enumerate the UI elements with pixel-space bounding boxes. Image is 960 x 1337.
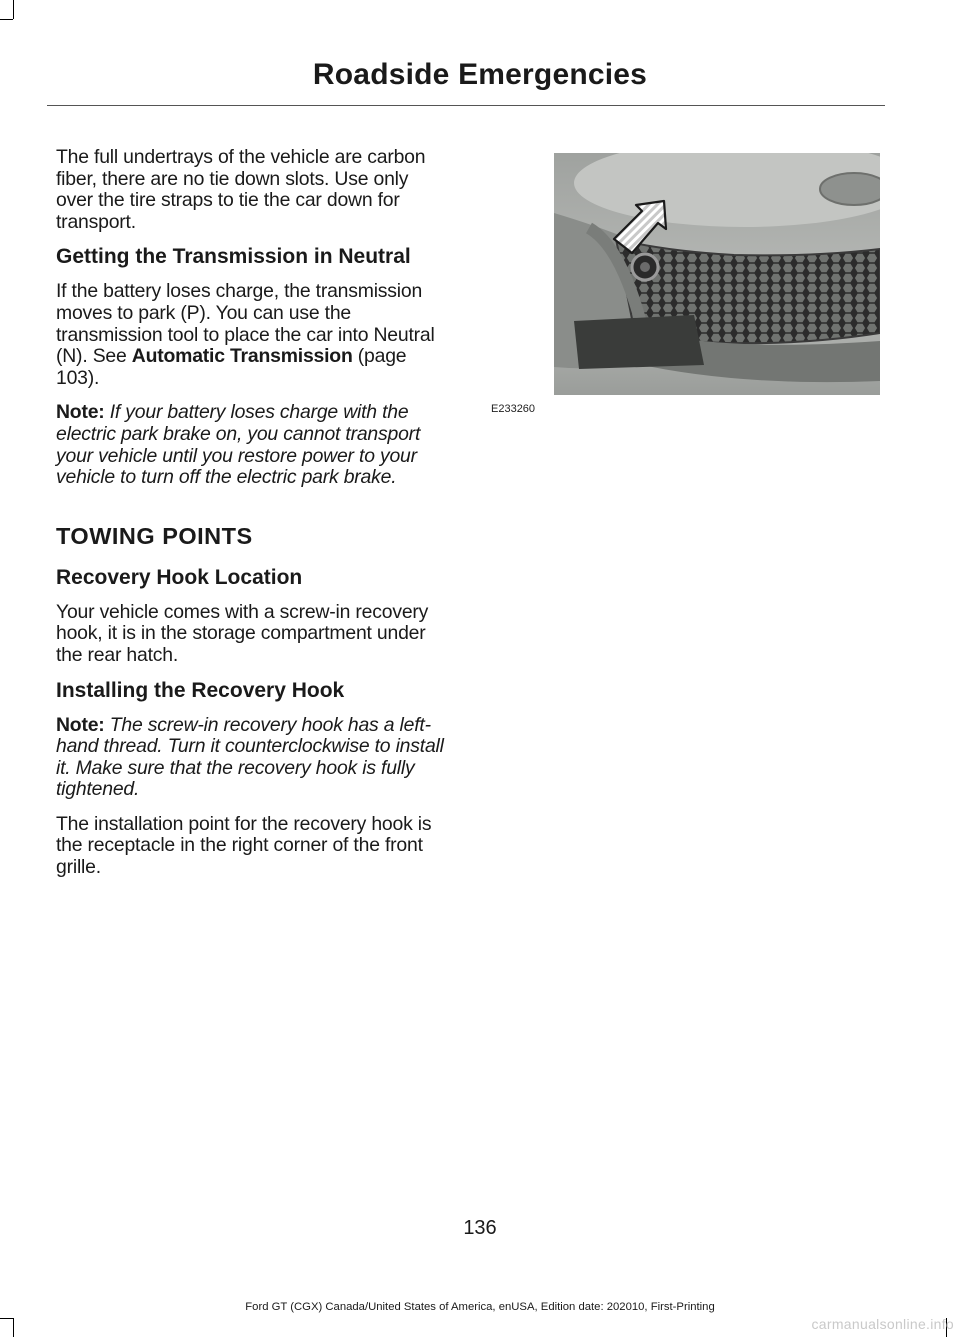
crop-mark [13,1318,14,1337]
crop-mark [0,19,13,20]
note-thread [56,715,448,801]
hook-location-heading: Recovery Hook Location [56,565,303,589]
header-divider [47,105,885,106]
crop-mark [0,1318,13,1319]
page-number: 136 [463,1217,497,1239]
installing-heading: Installing the Recovery Hook [56,678,345,702]
note-battery [56,402,448,488]
note-text: The screw-in recovery hook has a left-hand thread. Turn it counterclockwise to install it. Make sure that the recovery hook is fully tightened. [56,713,444,801]
note-label: Note: [56,401,105,424]
left-column [56,147,448,892]
front-grille-illustration [554,153,880,395]
note-label: Note: [56,713,105,736]
neutral-text: If the battery loses charge, the transmission moves to park (P). You can use the transmission tool to place the car into Neutral (N). See [56,280,435,368]
hook-location-paragraph: Your vehicle comes with a screw-in recovery hook, it is in the storage compartment under the rear hatch. [56,600,429,666]
neutral-heading: Getting the Transmission in Neutral [56,245,411,269]
note-text: If your battery loses charge with the electric park brake on, you cannot transport your vehicle until you restore power to your vehicle to turn off the electric park brake. [56,401,421,489]
watermark: carmanualsonline.info [811,1316,954,1332]
edition-footer: Ford GT (CGX) Canada/United States of America, enUSA, Edition date: 202010, First-Printing [245,1301,715,1313]
neutral-paragraph [56,281,448,389]
page-title: Roadside Emergencies [312,58,648,91]
automatic-transmission-link[interactable]: Automatic Transmission [131,345,353,368]
page-reference: (page 103). [56,345,407,389]
install-point-paragraph: The installation point for the recovery hook is the receptacle in the right corner of the front grille. [56,812,432,879]
crop-mark [13,0,14,19]
towing-points-heading: TOWING POINTS [56,522,253,549]
intro-paragraph: The full undertrays of the vehicle are carbon fiber, there are no tie down slots. Use only over the tire straps to tie the car down for transport. [56,146,426,233]
figure-code: E233260 [491,403,536,415]
